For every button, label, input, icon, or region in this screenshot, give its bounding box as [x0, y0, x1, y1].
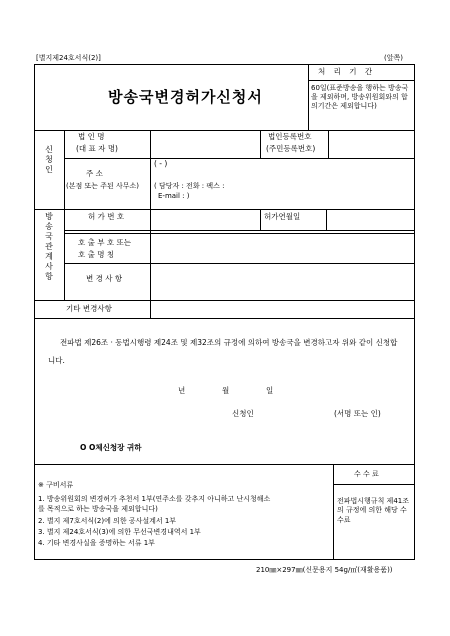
- callsign-label-sub: 호 출 명 칭: [78, 250, 115, 259]
- paper-spec-footer: 210㎜×297㎜(신문용지 54g/㎡(재활용품)): [256, 566, 393, 574]
- section-label-divider: [64, 130, 65, 300]
- document-item: 4. 기타 변경사실을 증명하는 서류 1부: [38, 539, 155, 547]
- fee-text: 전파법시행규칙 제41조의 규정에 의한 해당 수수료: [337, 497, 409, 524]
- address-phone-paren[interactable]: ( - ): [154, 159, 168, 168]
- fee-divider: [333, 464, 334, 560]
- callsign-value[interactable]: [151, 234, 414, 263]
- date-day: 일: [266, 386, 274, 395]
- date-year: 년: [178, 386, 186, 395]
- corp-reg-label-sub: (주민등록번호): [266, 144, 316, 153]
- callsign-label: 호 출 부 호 또는: [78, 238, 132, 247]
- applicant-section-label: 신청인: [45, 145, 53, 174]
- documents-header: ※ 구비서류: [38, 481, 74, 489]
- page-side-label: (앞쪽): [384, 54, 403, 62]
- permit-date-value[interactable]: [327, 210, 414, 230]
- document-item: 2. 별지 제7호서식(2)에 의한 공사설계서 1부: [38, 517, 177, 525]
- fee-label: 수 수 료: [354, 470, 379, 478]
- permit-number-value[interactable]: [151, 210, 259, 230]
- fee-header-line: [333, 484, 415, 485]
- processing-header-line: [308, 80, 415, 81]
- corp-name-value[interactable]: [150, 130, 261, 158]
- signature-note[interactable]: (서명 또는 인): [334, 409, 381, 418]
- change-label: 변 경 사 항: [86, 274, 123, 283]
- processing-period-text: 60일(표준방송을 행하는 방송국을 제외하며, 방송위원회와의 합의기간은 제외합니다): [311, 84, 409, 111]
- change-value[interactable]: [151, 264, 414, 300]
- document-item: 1. 방송위원회의 변경허가 추천서 1부(연주소를 갖추지 아니하고 난시청해소: [38, 495, 271, 503]
- row-line-6: [34, 318, 415, 319]
- row-line-7: [34, 464, 415, 465]
- document-item: 를 목적으로 하는 방송국을 제외합니다): [38, 505, 158, 513]
- corp-name-label: 법 인 명: [78, 132, 105, 141]
- address-email-line[interactable]: E-mail : ): [158, 192, 190, 200]
- address-contact-line[interactable]: ( 담당자 : 전화 : 팩스 :: [154, 182, 225, 190]
- document-item: 3. 별지 제24호서식(3)에 의한 무선국변경내역서 1부: [38, 528, 201, 536]
- signature-label: 신청인: [232, 409, 254, 418]
- other-changes-value[interactable]: [151, 301, 414, 317]
- corp-reg-label: 법인등록번호: [268, 132, 312, 141]
- address-label-sub: (본점 또는 주된 사무소): [66, 182, 139, 190]
- corp-reg-value[interactable]: [329, 131, 414, 157]
- form-title: 방송국변경허가신청서: [108, 88, 263, 106]
- processing-period-label: 처 리 기 간: [318, 67, 376, 76]
- other-changes-label: 기타 변경사항: [66, 304, 112, 313]
- permit-mid-divider: [260, 209, 261, 230]
- corp-name-label-sub: (대 표 자 명): [76, 144, 118, 153]
- processing-divider: [308, 64, 309, 130]
- row-line-3: [64, 230, 415, 231]
- application-statement: 전파법 제26조 · 동법시행령 제24조 및 제32조의 규정에 의하여 방송국을 변경하고자 위와 같이 신청합니다.: [48, 338, 398, 365]
- row-line-1: [64, 158, 415, 159]
- addressee: O O체신청장 귀하: [80, 443, 142, 452]
- form-number: [별지제24호서식(2)]: [36, 54, 101, 62]
- permit-number-label: 허 가 번 호: [88, 212, 125, 221]
- date-month: 월: [222, 386, 230, 395]
- station-section-label: 방송국관계사항: [45, 212, 53, 281]
- permit-date-label: 허가연월일: [264, 212, 301, 221]
- address-label: 주 소: [86, 169, 103, 178]
